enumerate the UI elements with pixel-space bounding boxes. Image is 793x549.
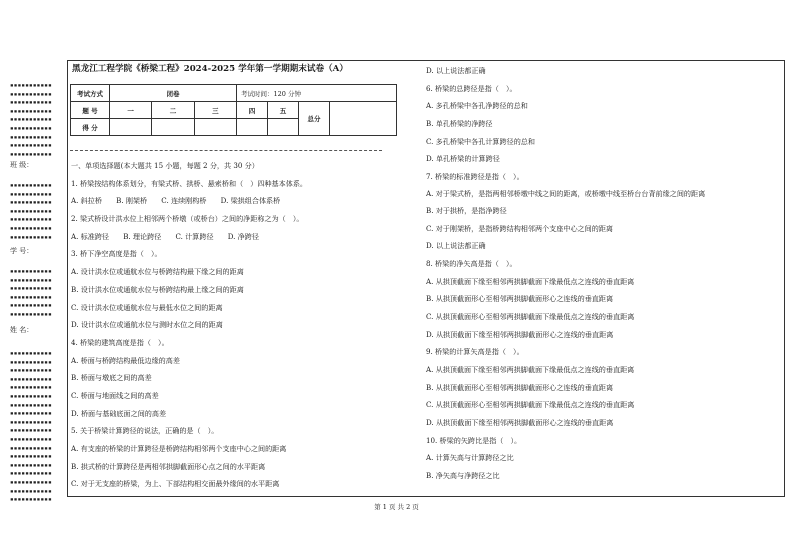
section-header: 二 <box>152 102 194 119</box>
question-line: C. 从拱顶截面形心至相邻两拱脚截面下缘最低点之连线的垂直距离 <box>426 400 635 410</box>
question-line: D. 从拱顶截面下缘至相邻两拱脚截面形心之连线的垂直距离 <box>426 329 614 339</box>
student-id-label: 学 号： <box>10 247 34 255</box>
page-number: 第 1 页 共 2 页 <box>374 503 419 511</box>
score-cell[interactable] <box>152 119 194 136</box>
section-header: 四 <box>237 102 268 119</box>
score-cell[interactable] <box>237 119 268 136</box>
question-line: B. 从拱顶截面形心至相邻两拱脚截面形心之连线的垂直距离 <box>426 382 614 392</box>
question-line: 2. 梁式桥设计洪水位上相邻两个桥墩（或桥台）之间的净距称之为（ ）。 <box>71 214 304 224</box>
question-line: 5. 关于桥梁计算跨径的说法，正确的是（ ）。 <box>71 426 219 436</box>
question-line: B. 从拱顶截面形心至相邻两拱脚截面形心之连线的垂直距离 <box>426 294 614 304</box>
question-no-label: 题 号 <box>71 102 110 119</box>
question-line: A. 标准跨径 B. 理论跨径 C. 计算跨径 D. 净跨径 <box>71 231 259 241</box>
question-line: D. 以上说法都正确 <box>426 66 486 75</box>
question-line: 3. 桥下净空高度是指（ ）。 <box>71 249 162 259</box>
question-line: B. 拱式桥的计算跨径是两相邻拱脚截面形心点之间的水平距离 <box>71 461 266 471</box>
question-line: A. 从拱顶截面下缘至相邻两拱脚截面下缘最低点之连线的垂直距离 <box>426 276 635 286</box>
question-line: C. 对于无支座的桥梁，为上、下部结构相交面最外缘间的水平距离 <box>71 479 280 489</box>
question-line: A. 多孔桥梁中各孔净跨径的总和 <box>426 101 528 111</box>
seal-line-dots: ▪▪▪▪▪▪▪▪▪▪▪ ▪▪▪▪▪▪▪▪▪▪▪ ▪▪▪▪▪▪▪▪▪▪▪ ▪▪▪▪▪▪▪▪▪▪▪ ▪▪▪▪▪▪▪▪▪▪▪ ▪▪▪▪▪▪▪▪▪▪▪ ▪▪▪▪▪▪▪▪▪▪▪ ▪▪▪▪▪▪▪▪▪▪▪ ▪▪▪▪▪▪▪▪▪▪▪ ▪▪▪▪▪▪▪▪▪▪▪ ▪▪▪▪▪▪▪▪▪▪▪ ▪▪▪▪▪▪▪▪▪▪▪ ▪▪▪▪▪▪▪▪▪▪▪ ▪▪▪▪▪▪▪▪▪▪▪ ▪▪▪▪▪▪▪▪▪▪▪ ▪▪▪▪▪▪▪▪▪▪▪ ▪▪▪▪▪▪▪▪▪▪▪ ▪▪▪▪▪▪▪▪▪▪▪ <box>10 350 52 504</box>
divider <box>70 150 382 151</box>
class-label: 班 级： <box>10 161 34 169</box>
question-line: B. 单孔桥梁的净跨径 <box>426 119 493 129</box>
question-line: 6. 桥梁的总跨径是指（ ）。 <box>426 83 517 93</box>
question-line: D. 桥面与基础底面之间的高差 <box>71 408 167 418</box>
question-line: 1. 桥梁按结构体系划分，有梁式桥、拱桥、悬索桥和（ ）四种基本体系。 <box>71 178 308 188</box>
question-line: D. 设计洪水位或通航水位与测时水位之间的距离 <box>71 320 223 330</box>
right-column <box>426 62 776 485</box>
seal-line-dots: ▪▪▪▪▪▪▪▪▪▪▪ ▪▪▪▪▪▪▪▪▪▪▪ ▪▪▪▪▪▪▪▪▪▪▪ ▪▪▪▪▪▪▪▪▪▪▪ ▪▪▪▪▪▪▪▪▪▪▪ ▪▪▪▪▪▪▪▪▪▪▪ <box>10 268 52 318</box>
question-line: A. 斜拉桥 B. 刚架桥 C. 连续刚构桥 D. 梁拱组合体系桥 <box>71 196 281 206</box>
question-line: D. 以上说法都正确 <box>426 241 486 251</box>
question-line: D. 从拱顶截面下缘至相邻两拱脚截面形心之连线的垂直距离 <box>426 418 614 428</box>
question-line: C. 桥面与地面线之间的高差 <box>71 390 159 400</box>
question-line: A. 桥面与桥跨结构最低边缘的高差 <box>71 355 180 365</box>
name-label: 姓 名： <box>10 326 34 334</box>
score-cell[interactable] <box>110 119 152 136</box>
section-header: 三 <box>194 102 236 119</box>
score-table <box>70 84 397 136</box>
question-line: C. 多孔桥梁中各孔计算跨径的总和 <box>426 136 535 146</box>
question-line: A. 对于梁式桥，是指两相邻桥墩中线之间的距离，或桥墩中线至桥台台背前缘之间的距离 <box>426 188 706 198</box>
question-line: B. 对于拱桥，是指净跨径 <box>426 205 507 215</box>
question-line: 10. 桥梁的矢跨比是指（ ）。 <box>426 435 522 445</box>
page-title: 黑龙江工程学院《桥梁工程》2024-2025 学年第一学期期末试卷（A） <box>72 64 348 74</box>
seal-line-dots: ▪▪▪▪▪▪▪▪▪▪▪ ▪▪▪▪▪▪▪▪▪▪▪ ▪▪▪▪▪▪▪▪▪▪▪ ▪▪▪▪▪▪▪▪▪▪▪ ▪▪▪▪▪▪▪▪▪▪▪ ▪▪▪▪▪▪▪▪▪▪▪ ▪▪▪▪▪▪▪▪▪▪▪ <box>10 182 52 241</box>
total-label: 总分 <box>299 102 330 136</box>
question-line: A. 有支座的桥梁的计算跨径是桥跨结构相邻两个支座中心之间的距离 <box>71 444 287 453</box>
section-header: 五 <box>268 102 299 119</box>
exam-form-value: 闭卷 <box>110 85 237 102</box>
section-header: 一 <box>110 102 152 119</box>
question-line: 8. 桥梁的净矢高是指（ ）。 <box>426 258 517 268</box>
question-line: B. 设计洪水位或通航水位与桥跨结构最上缘之间的距离 <box>71 284 244 294</box>
section-heading: 一、单项选择题(本大题共 15 小题，每题 2 分，共 30 分） <box>71 161 259 170</box>
question-line: B. 净矢高与净跨径之比 <box>426 471 500 481</box>
question-line: A. 计算矢高与计算跨径之比 <box>426 453 514 463</box>
question-line: A. 从拱顶截面下缘至相邻两拱脚截面下缘最低点之连线的垂直距离 <box>426 365 635 374</box>
question-line: A. 设计洪水位或通航水位与桥跨结构最下缘之间的距离 <box>71 267 244 277</box>
score-cell[interactable] <box>268 119 299 136</box>
seal-line-dots: ▪▪▪▪▪▪▪▪▪▪▪ ▪▪▪▪▪▪▪▪▪▪▪ ▪▪▪▪▪▪▪▪▪▪▪ ▪▪▪▪▪▪▪▪▪▪▪ ▪▪▪▪▪▪▪▪▪▪▪ ▪▪▪▪▪▪▪▪▪▪▪ ▪▪▪▪▪▪▪▪▪▪▪ ▪▪▪▪▪▪▪▪▪▪▪ ▪▪▪▪▪▪▪▪▪▪▪ <box>10 82 52 158</box>
question-line: C. 从拱顶截面形心至相邻两拱脚截面下缘最低点之连线的垂直距离 <box>426 311 635 321</box>
question-line: B. 桥面与墩底之间的高差 <box>71 373 152 383</box>
question-line: 9. 桥梁的计算矢高是指（ ）。 <box>426 347 524 357</box>
question-line: C. 对于刚架桥，是指桥跨结构相邻两个支座中心之间的距离 <box>426 223 614 233</box>
exam-form-label: 考试方式 <box>71 85 110 102</box>
total-score-cell[interactable] <box>330 102 397 136</box>
score-cell[interactable] <box>194 119 236 136</box>
question-line: D. 单孔桥梁的计算跨径 <box>426 154 500 164</box>
question-line: 7. 桥梁的标准跨径是指（ ）。 <box>426 172 524 182</box>
question-line: 4. 桥梁的建筑高度是指（ ）。 <box>71 337 169 347</box>
question-line: C. 设计洪水位或通航水位与最低水位之间的距离 <box>71 302 223 312</box>
exam-duration: 考试时间：120 分钟 <box>237 85 397 102</box>
binding-margin <box>0 0 66 549</box>
score-label: 得 分 <box>71 119 110 136</box>
left-column <box>71 157 416 493</box>
